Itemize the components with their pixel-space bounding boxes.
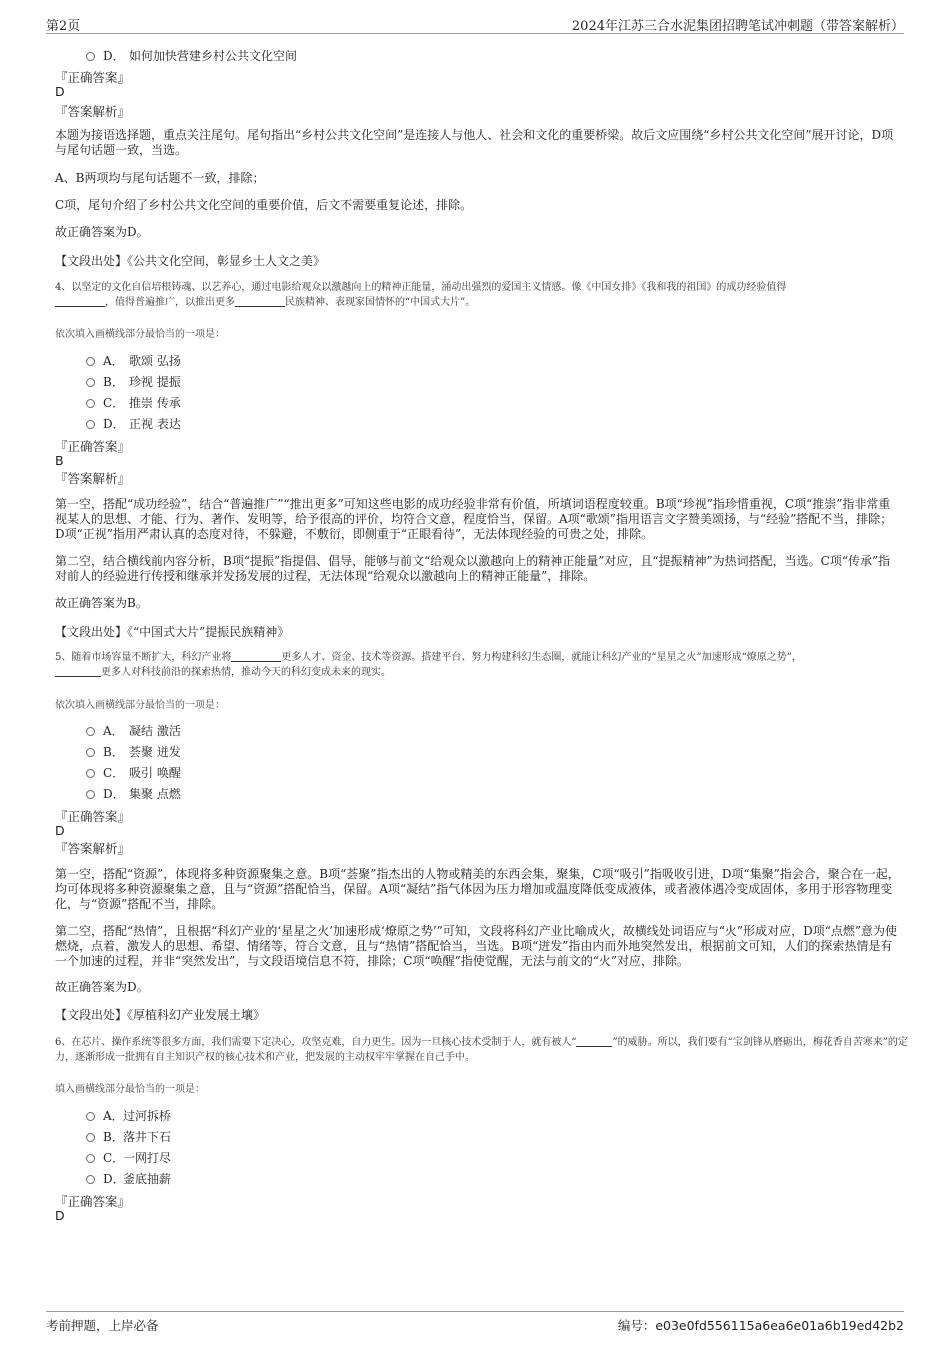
radio-icon[interactable]	[86, 727, 95, 736]
q5-analysis-p1: 第一空，搭配“资源”，体现将多种资源聚集之意。B项“荟聚”指杰出的人物或精美的东西会集，聚集，C项“吸引”指吸收引进，D项“集聚”指会合，聚合在一起，均可体现将多种资源聚集之意，且与“资源”搭配恰当，保留。A项“凝结”指气体因为压力增加或温度降低变成液体，或者液体遇冷变成固体，多用于形容物理变化，与“资源”搭配不当，排除。	[55, 867, 900, 911]
option-text: 凝结 激活	[129, 724, 181, 738]
q4-option-d[interactable]	[86, 415, 181, 432]
radio-icon[interactable]	[86, 1175, 95, 1184]
answer-label: 『正确答案』	[55, 439, 131, 454]
answer-blank	[231, 651, 281, 662]
option-text: 歌颂 弘扬	[129, 354, 181, 368]
option-text: 过河拆桥	[123, 1109, 172, 1123]
q4-answer: B	[55, 453, 64, 468]
answer-blank	[235, 296, 285, 307]
q4-stem-part-c: 民族精神、表现家国情怀的“中国式大片”。	[285, 297, 476, 308]
answer-blank	[55, 666, 101, 677]
option-letter: B．	[103, 375, 124, 389]
q4-analysis-p2: 第二空，结合横线前内容分析，B项“提振”指提倡、倡导，能够与前文“给观众以激越向上的精神正能量”对应，且“提振精神”为热词搭配，当选。C项“传承”指对前人的经验进行传授和继承并发扬发展的过程，无法体现“给观众以激越向上的精神正能量”，排除。	[55, 554, 891, 583]
q4-stem-part-b: ，值得普遍推广，以推出更多	[105, 297, 235, 308]
q6-stem	[55, 1035, 915, 1065]
option-text: 吸引 唤醒	[129, 766, 181, 780]
q5-option-b[interactable]	[86, 743, 181, 760]
q4-option-c[interactable]	[86, 394, 181, 411]
q3-analysis-p1: 本题为接语选择题，重点关注尾句。尾句指出“乡村公共文化空间”是连接人与他人、社会和文化的重要桥梁。故后文应围绕“乡村公共文化空间”展开讨论，D项与尾句话题一致，当选。	[55, 128, 894, 157]
q5-stem-part-c: 更多人对科技前沿的探索热情，推动今天的科幻变成未来的现实。	[101, 667, 391, 678]
radio-icon[interactable]	[86, 378, 95, 387]
answer-label: 『正确答案』	[55, 70, 131, 85]
radio-icon[interactable]	[86, 357, 95, 366]
q3-analysis-p4: 故正确答案为D。	[55, 225, 149, 239]
radio-icon[interactable]	[86, 769, 95, 778]
answer-label: 『正确答案』	[55, 1194, 131, 1209]
option-text: 一网打尽	[123, 1151, 172, 1165]
footer-slogan: 考前押题，上岸必备	[46, 1318, 159, 1333]
answer-label: 『正确答案』	[55, 809, 131, 824]
q4-option-a[interactable]	[86, 352, 181, 369]
page-number: 第2页	[46, 19, 81, 34]
radio-icon[interactable]	[86, 399, 95, 408]
option-text: 珍视 提振	[129, 375, 181, 389]
q4-source: 【文段出处】《“中国式大片”提振民族精神》	[55, 625, 290, 639]
document-id: 编号：e03e0fd556115a6ea6e01a6b19ed42b2	[617, 1318, 904, 1333]
option-letter: C．	[103, 1151, 125, 1165]
q5-option-a[interactable]	[86, 722, 181, 739]
q6-option-a[interactable]	[86, 1107, 171, 1124]
q5-analysis-p2: 第二空，搭配“热情”，且根据“科幻产业的‘星星之火’加速形成‘燎原之势’”可知，文段将科幻产业比喻成火，故横线处词语应与“火”形成对应，D项“点燃”意为使燃烧，点着，激发人的思想、希望、情绪等，符合文意，且与“热情”搭配恰当，当选。B项“迸发”指由内而外地突然发出，根据前文可知，人们的探索热情是有一个加速的过程，并非“突然发出”，与文段语境信息不符，排除；C项“唤醒”指使觉醒，无法与前文的“火”对应，排除。	[55, 924, 897, 968]
q3-source: 【文段出处】《公共文化空间，彰显乡土人文之美》	[55, 254, 326, 268]
radio-icon[interactable]	[86, 420, 95, 429]
q5-option-d[interactable]	[86, 785, 181, 802]
q6-stem-part-b: ”的威胁。所以，我们要有“宝剑锋从磨砺出，梅花香自苦寒来”的定力，逐渐形成一批拥有自主知识产权的核心技术和产业，把发展的主动权牢牢掌握在自己手中。	[55, 1037, 908, 1063]
q6-answer: D	[55, 1208, 65, 1223]
q3-option-d[interactable]	[86, 47, 297, 64]
option-letter: A．	[103, 1109, 124, 1123]
radio-icon[interactable]	[86, 52, 95, 61]
option-letter: D．	[103, 417, 125, 431]
option-text: 釜底抽薪	[123, 1172, 172, 1186]
q4-stem-part-a: 4、以坚定的文化自信培根铸魂、以艺养心，通过电影给观众以激越向上的精神正能量，涌动出强烈的爱国主义情感。像《中国女排》《我和我的祖国》的成功经验值得	[55, 282, 787, 293]
q6-option-d[interactable]	[86, 1170, 171, 1187]
option-text: 荟聚 迸发	[129, 745, 181, 759]
q6-instruction: 填入画横线部分最恰当的一项是：	[55, 1084, 205, 1095]
q5-stem-part-a: 5、随着市场容量不断扩大，科幻产业将	[55, 652, 232, 663]
answer-blank	[576, 1036, 612, 1047]
option-letter: C．	[103, 766, 125, 780]
option-text: 正视 表达	[129, 417, 181, 431]
option-letter: D．	[103, 787, 125, 801]
q6-stem-part-a: 6、在芯片、操作系统等很多方面，我们需要下定决心，攻坚克难，自力更生。因为一旦核心技术受制于人，就有被人“	[55, 1037, 577, 1048]
q6-option-c[interactable]	[86, 1149, 171, 1166]
q6-option-b[interactable]	[86, 1128, 171, 1145]
q5-stem	[55, 650, 915, 680]
option-letter: C．	[103, 396, 125, 410]
document-title: 2024年江苏三合水泥集团招聘笔试冲刺题（带答案解析）	[571, 19, 904, 34]
option-letter: B．	[103, 745, 124, 759]
radio-icon[interactable]	[86, 1133, 95, 1142]
q4-option-b[interactable]	[86, 373, 181, 390]
q5-analysis-p3: 故正确答案为D。	[55, 980, 149, 994]
q5-stem-part-b: 更多人才、资金、技术等资源。搭建平台、努力构建科幻生态圈，就能让科幻产业的“星星之火”加速形成“燎原之势”，	[281, 652, 802, 663]
option-letter: D．	[103, 1172, 125, 1186]
option-letter: D．	[103, 49, 125, 63]
option-letter: A．	[103, 354, 124, 368]
radio-icon[interactable]	[86, 790, 95, 799]
option-letter: A．	[103, 724, 124, 738]
q3-analysis-p2: A、B两项均与尾句话题不一致，排除；	[55, 171, 265, 185]
option-text: 如何加快营建乡村公共文化空间	[129, 49, 298, 63]
analysis-label: 『答案解析』	[55, 841, 131, 856]
option-text: 推崇 传承	[129, 396, 181, 410]
q5-option-c[interactable]	[86, 764, 181, 781]
answer-blank	[55, 296, 105, 307]
page-header	[46, 15, 904, 34]
radio-icon[interactable]	[86, 1154, 95, 1163]
analysis-label: 『答案解析』	[55, 104, 131, 119]
radio-icon[interactable]	[86, 748, 95, 757]
q5-source: 【文段出处】《厚植科幻产业发展土壤》	[55, 1008, 266, 1022]
q3-analysis-p3: C项，尾句介绍了乡村公共文化空间的重要价值，后文不需要重复论述，排除。	[55, 198, 473, 212]
option-text: 集聚 点燃	[129, 787, 181, 801]
radio-icon[interactable]	[86, 1112, 95, 1121]
q4-stem	[55, 280, 915, 310]
q5-instruction: 依次填入画横线部分最恰当的一项是：	[55, 700, 225, 711]
q4-analysis-p3: 故正确答案为B。	[55, 596, 148, 610]
q3-answer: D	[55, 84, 65, 99]
option-text: 落井下石	[123, 1130, 172, 1144]
option-letter: B．	[103, 1130, 124, 1144]
q4-analysis-p1: 第一空，搭配“成功经验”，结合“普遍推广”“推出更多”可知这些电影的成功经验非常有价值，所填词语程度较重。B项“珍视”指珍惜重视，C项“推崇”指非常重视某人的思想、才能、行为、著作、发明等，给予很高的评价，均符合文意，程度恰当，保留。A项“歌颂”指用语言文字赞美颂扬，与“经验”搭配不当，排除；D项“正视”指用严肃认真的态度对待，不躲避，不敷衍，即侧重于“正眼看待”，无法体现经验的可贵之处，排除。	[55, 497, 893, 541]
analysis-label: 『答案解析』	[55, 471, 131, 486]
page-footer	[46, 1311, 904, 1334]
q4-instruction: 依次填入画横线部分最恰当的一项是：	[55, 329, 225, 340]
q5-answer: D	[55, 823, 65, 838]
